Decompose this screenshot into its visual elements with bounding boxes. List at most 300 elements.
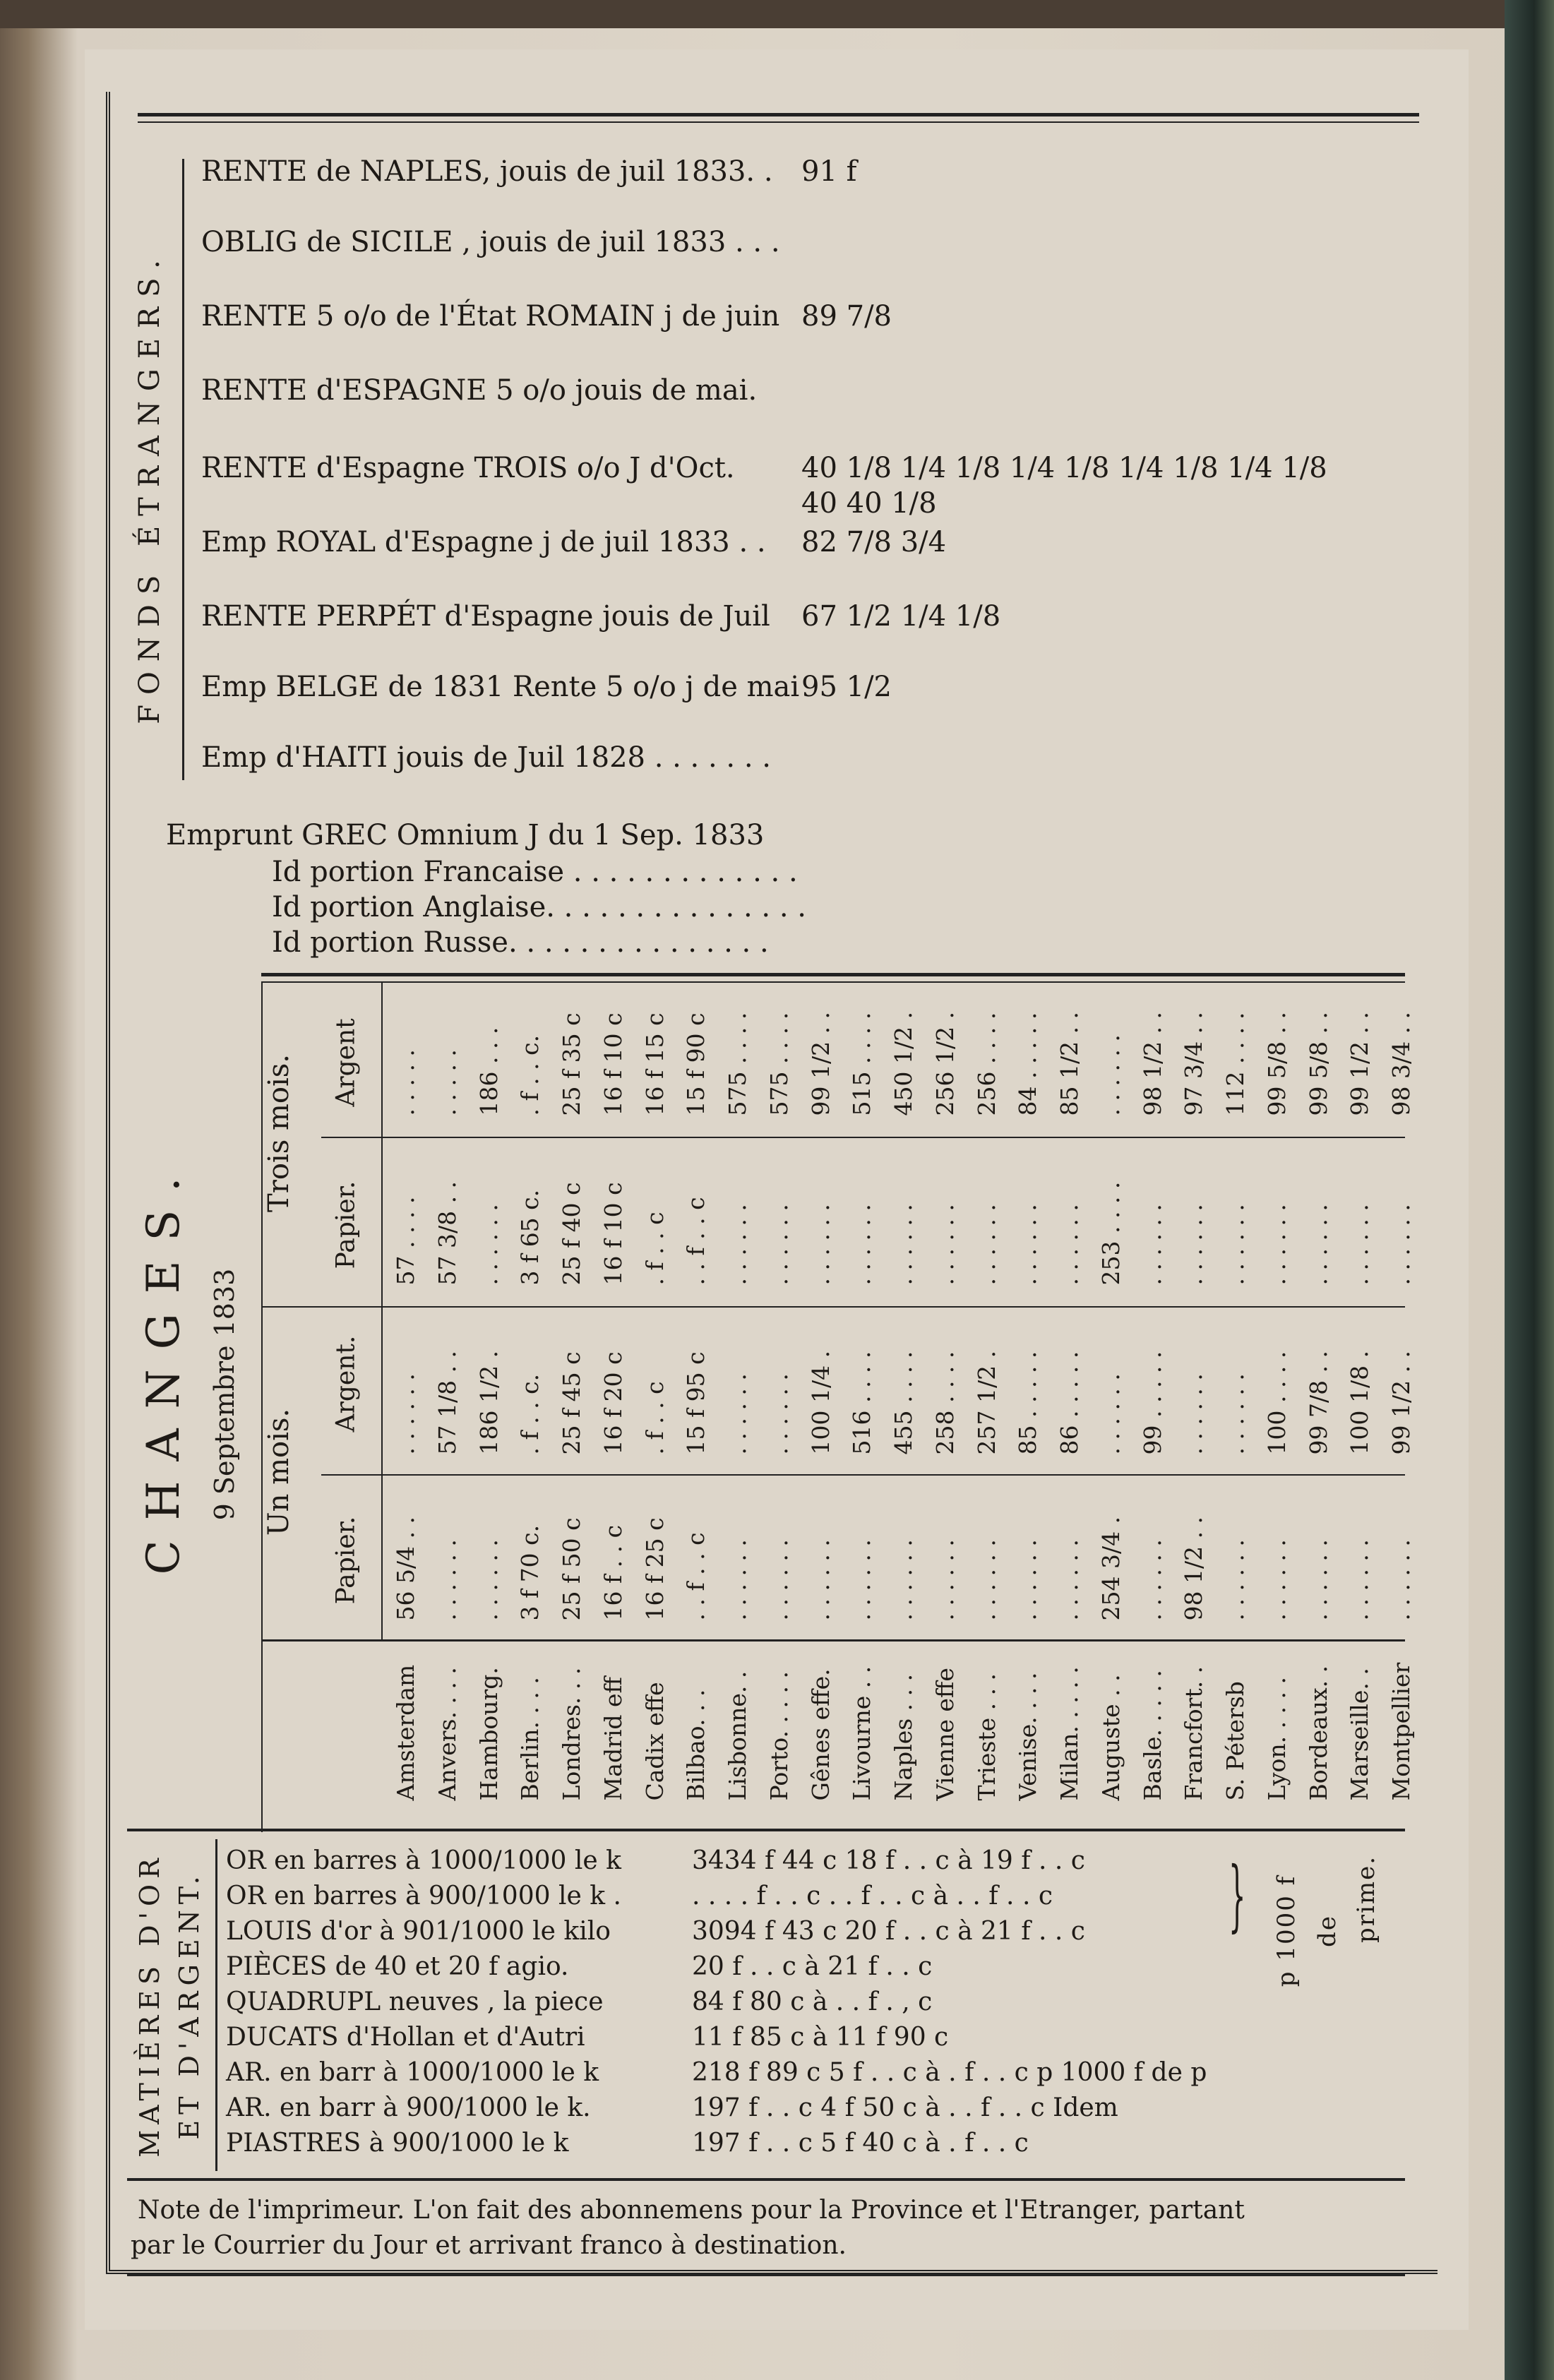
rate-cell bbox=[1284, 1479, 1332, 1634]
rate-cell bbox=[827, 985, 876, 1130]
rate-value: 25 f 35 c bbox=[558, 1012, 585, 1116]
rate-value: . . . . . . bbox=[1262, 1539, 1291, 1621]
rate-cell bbox=[620, 1140, 669, 1299]
place-name-cell bbox=[868, 1645, 917, 1814]
place-name: Marseille. . bbox=[1346, 1668, 1374, 1801]
place-name-cell bbox=[412, 1645, 461, 1814]
rate-value: . . . . . . bbox=[1138, 1204, 1166, 1286]
rate-cell bbox=[454, 985, 503, 1130]
place-name: Milan. . . . . bbox=[1056, 1666, 1083, 1801]
rate-cell bbox=[1118, 1140, 1166, 1299]
rate-value: 98 3/4 . . bbox=[1387, 1011, 1415, 1116]
place-name: Londres. . . bbox=[558, 1667, 585, 1801]
rate-value: 98 1/2 . . bbox=[1180, 1516, 1208, 1621]
place-name-cell bbox=[1284, 1645, 1332, 1814]
rate-value: 99 5/8 . . bbox=[1262, 1011, 1291, 1116]
rate-value: 16 f 10 c bbox=[599, 1012, 627, 1116]
rate-cell bbox=[868, 1479, 917, 1634]
rate-value: . . . . . . bbox=[931, 1204, 959, 1286]
rate-cell bbox=[827, 1313, 876, 1469]
rate-cell bbox=[371, 985, 419, 1130]
note-top-rule bbox=[127, 2178, 1405, 2181]
rate-cell bbox=[412, 1313, 461, 1469]
rate-value: 186 . . . bbox=[474, 1027, 503, 1116]
rate-cell bbox=[371, 1313, 419, 1469]
rate-cell bbox=[620, 1479, 669, 1634]
fonds-row-value: 91 f bbox=[801, 155, 857, 188]
place-name: Bordeaux. . bbox=[1304, 1665, 1332, 1801]
rate-value: . . . . . . bbox=[433, 1539, 461, 1621]
rate-cell bbox=[454, 1479, 503, 1634]
rate-cell bbox=[1034, 1479, 1083, 1634]
rate-value: 258 . . . . bbox=[931, 1351, 959, 1455]
place-name-cell bbox=[993, 1645, 1042, 1814]
rate-value: 99 1/2 . . bbox=[1387, 1350, 1415, 1455]
rate-value: . . . . . . bbox=[765, 1373, 793, 1455]
rate-value: 575 . . . . bbox=[724, 1012, 751, 1116]
fonds-row-label: Emp BELGE de 1831 Rente 5 o/o j de mai bbox=[201, 671, 800, 703]
fonds-row-label: RENTE d'ESPAGNE 5 o/o jouis de mai. bbox=[201, 374, 758, 407]
rate-cell bbox=[1159, 1313, 1208, 1469]
book-spine bbox=[1505, 0, 1554, 2380]
rate-cell bbox=[1118, 985, 1166, 1130]
rate-cell bbox=[703, 1140, 751, 1299]
fonds-row bbox=[201, 671, 892, 703]
matieres-left-rule bbox=[215, 1839, 217, 2171]
fonds-left-rule bbox=[182, 159, 184, 780]
rate-cell bbox=[786, 985, 835, 1130]
rate-cell bbox=[1200, 985, 1249, 1130]
matieres-row-value: 3434 f 44 c 18 f . . c à 19 f . . c bbox=[692, 1846, 1085, 1875]
rate-value: 15 f 90 c bbox=[682, 1012, 710, 1116]
note-line-1: Note de l'imprimeur. L'on fait des abonnemens pour la Province et l'Etranger, partant bbox=[138, 2196, 1245, 2225]
matieres-row-label: LOUIS d'or à 901/1000 le kilo bbox=[226, 1917, 611, 1946]
changes-mid-rule bbox=[261, 1306, 1405, 1308]
matieres-row-label: OR en barres à 1000/1000 le k bbox=[226, 1846, 621, 1875]
rate-value: . . . . . . bbox=[806, 1204, 835, 1286]
rate-value: 516 . . . . bbox=[848, 1351, 876, 1455]
rate-cell bbox=[910, 1479, 959, 1634]
rate-value: 15 f 95 c bbox=[682, 1351, 710, 1455]
place-name: Lisbonne. . bbox=[724, 1670, 751, 1801]
prime-label-3: prime. bbox=[1352, 1855, 1380, 1944]
rate-cell bbox=[1284, 1140, 1332, 1299]
fonds-row-label: OBLIG de SICILE , jouis de juil 1833 . . . bbox=[201, 226, 780, 258]
matieres-title-2: ET D'ARGENT. bbox=[174, 1870, 205, 2140]
rate-value: . . . . . . bbox=[724, 1539, 751, 1621]
argent-3m-label: Argent bbox=[331, 1018, 361, 1107]
rate-cell bbox=[1325, 1479, 1374, 1634]
place-name-cell bbox=[786, 1645, 835, 1814]
fonds-row-label: Emp ROYAL d'Espagne j de juil 1833 . . bbox=[201, 526, 766, 558]
fonds-row bbox=[201, 300, 892, 333]
rate-cell bbox=[495, 1479, 544, 1634]
place-name: S. Pétersb bbox=[1221, 1681, 1249, 1801]
place-name-cell bbox=[827, 1645, 876, 1814]
rate-value: 253 . . . . bbox=[1096, 1181, 1125, 1286]
place-name: Auguste . . bbox=[1096, 1674, 1125, 1801]
rate-cell bbox=[1366, 1313, 1415, 1469]
rate-value: 99 . . . . . bbox=[1138, 1351, 1166, 1455]
rate-value: 100 1/4 . bbox=[806, 1350, 835, 1455]
rate-cell bbox=[495, 1313, 544, 1469]
place-name: Trieste . . . bbox=[972, 1673, 1000, 1801]
rate-value: . . . . . . bbox=[848, 1204, 876, 1286]
matieres-title-1: MATIÈRES D'OR bbox=[134, 1853, 165, 2158]
rate-cell bbox=[952, 1479, 1000, 1634]
rate-value: . . . . . bbox=[392, 1049, 419, 1116]
matieres-row bbox=[226, 1882, 1053, 1910]
fonds-row-label: Emp d'HAITI jouis de Juil 1828 . . . . . . . bbox=[201, 741, 771, 774]
fonds-row bbox=[201, 226, 780, 258]
rate-cell bbox=[537, 985, 585, 1130]
matieres-row-value: 3094 f 43 c 20 f . . c à 21 f . . c bbox=[692, 1917, 1085, 1946]
rate-cell bbox=[827, 1140, 876, 1299]
rate-cell bbox=[993, 1140, 1042, 1299]
rate-value: . . . . . . bbox=[1180, 1373, 1208, 1455]
rate-value: 186 1/2 . bbox=[474, 1350, 503, 1455]
matieres-row-value: 218 f 89 c 5 f . . c à . f . . c p 1000 f de p bbox=[692, 2058, 1207, 2087]
matieres-row-value: 197 f . . c 5 f 40 c à . f . . c bbox=[692, 2129, 1029, 2158]
rate-value: 56 5/4 . . bbox=[392, 1516, 419, 1621]
rate-cell bbox=[952, 1140, 1000, 1299]
rate-cell bbox=[1242, 1479, 1291, 1634]
rate-value: 16 f 20 c bbox=[599, 1351, 627, 1455]
fonds-row-value: 82 7/8 3/4 bbox=[801, 526, 947, 558]
rate-cell bbox=[786, 1479, 835, 1634]
rate-cell bbox=[578, 985, 627, 1130]
rate-value: 57 . . . . bbox=[392, 1196, 419, 1286]
rate-value: . . . . . . bbox=[1346, 1539, 1374, 1621]
rate-value: 450 1/2 . bbox=[890, 1011, 917, 1116]
rate-cell bbox=[1200, 1140, 1249, 1299]
rate-value: 84 . . . . . bbox=[1014, 1012, 1042, 1116]
rate-value: 455 . . . . bbox=[890, 1351, 917, 1455]
matieres-row bbox=[226, 1846, 1085, 1875]
rate-value: 112 . . . . bbox=[1221, 1012, 1249, 1116]
rate-cell bbox=[1159, 1479, 1208, 1634]
un-mois-label: Un mois. bbox=[263, 1408, 295, 1536]
fonds-row-label: RENTE d'Espagne TROIS o/o J d'Oct. bbox=[201, 452, 735, 484]
rate-value: . . . . . . bbox=[1221, 1204, 1249, 1286]
rate-value: 57 1/8 . . bbox=[433, 1350, 461, 1455]
fonds-row-value: 95 1/2 bbox=[801, 671, 892, 703]
rate-value: . . . . . . bbox=[806, 1539, 835, 1621]
changes-date: 9 Septembre 1833 bbox=[209, 1268, 240, 1521]
bottom-rule bbox=[127, 2273, 1405, 2276]
fonds-row bbox=[201, 526, 947, 558]
rate-value: . . . . . . bbox=[1014, 1539, 1042, 1621]
rate-cell bbox=[1076, 1313, 1125, 1469]
matieres-row bbox=[226, 2093, 1118, 2122]
rate-cell bbox=[661, 1140, 710, 1299]
rate-cell bbox=[620, 1313, 669, 1469]
rate-cell bbox=[454, 1140, 503, 1299]
rate-value: 16 f . . c bbox=[599, 1524, 627, 1621]
place-name: Livourne . . bbox=[848, 1666, 876, 1801]
trois-mois-label: Trois mois. bbox=[263, 1054, 295, 1212]
rate-cell bbox=[661, 985, 710, 1130]
rate-value: . . . . . . bbox=[972, 1539, 1000, 1621]
top-rule bbox=[138, 113, 1419, 116]
matieres-row-label: PIÈCES de 40 et 20 f agio. bbox=[226, 1952, 569, 1981]
papier-1m-label: Papier. bbox=[331, 1516, 361, 1605]
rate-cell bbox=[910, 985, 959, 1130]
rate-value: . . . . . . bbox=[1138, 1539, 1166, 1621]
rate-cell bbox=[703, 1313, 751, 1469]
rate-cell bbox=[1159, 1140, 1208, 1299]
matieres-row-label: OR en barres à 900/1000 le k . bbox=[226, 1882, 621, 1910]
fonds-row-label: RENTE PERPÉT d'Espagne jouis de Juil bbox=[201, 600, 770, 633]
prime-label-2: de bbox=[1313, 1915, 1341, 1947]
rate-cell bbox=[744, 1313, 793, 1469]
matieres-row-value: . . . . f . . c . . f . . c à . . f . . c bbox=[692, 1882, 1053, 1910]
fonds-row bbox=[201, 374, 757, 407]
rate-value: . . . . . . bbox=[1014, 1204, 1042, 1286]
place-name-cell bbox=[495, 1645, 544, 1814]
rate-cell bbox=[371, 1140, 419, 1299]
place-name-cell bbox=[910, 1645, 959, 1814]
trois-mois-sub-rule bbox=[321, 1137, 1405, 1138]
rate-cell bbox=[1242, 1140, 1291, 1299]
grec-line-4: Id portion Russe. . . . . . . . . . . . . . . bbox=[272, 926, 769, 959]
rate-value: . . . . . . bbox=[1056, 1539, 1083, 1621]
rate-value: . . . . . bbox=[433, 1049, 461, 1116]
changes-places-rule bbox=[261, 1639, 1405, 1642]
rate-cell bbox=[993, 985, 1042, 1130]
rate-cell bbox=[1076, 1140, 1125, 1299]
rate-value: . . . . . . bbox=[1387, 1539, 1415, 1621]
rate-cell bbox=[1325, 1313, 1374, 1469]
rate-cell bbox=[537, 1140, 585, 1299]
matieres-row bbox=[226, 2023, 949, 2052]
rate-value: 99 5/8 . . bbox=[1304, 1011, 1332, 1116]
un-mois-sub-rule bbox=[321, 1474, 1405, 1476]
rate-cell bbox=[744, 1479, 793, 1634]
matieres-row bbox=[226, 1952, 933, 1981]
matieres-top-rule bbox=[127, 1829, 1405, 1831]
place-name: Anvers. . . . bbox=[433, 1667, 461, 1801]
rate-cell bbox=[1325, 1140, 1374, 1299]
rate-cell bbox=[412, 1479, 461, 1634]
rate-value: . . . . . . bbox=[1262, 1204, 1291, 1286]
rate-value: . . . . . . bbox=[1180, 1204, 1208, 1286]
rate-value: . . . . . . bbox=[765, 1204, 793, 1286]
rate-value: . f . . c bbox=[640, 1212, 669, 1286]
rate-value: . . . . . . bbox=[1096, 1034, 1125, 1116]
place-name-cell bbox=[454, 1645, 503, 1814]
rate-cell bbox=[1284, 985, 1332, 1130]
rate-cell bbox=[1242, 985, 1291, 1130]
fonds-title: FONDS ÉTRANGERS. bbox=[133, 250, 166, 724]
fonds-row bbox=[201, 452, 1327, 484]
rate-cell bbox=[1034, 1140, 1083, 1299]
rate-cell bbox=[1242, 1313, 1291, 1469]
matieres-brace: } bbox=[1229, 1850, 1246, 1940]
rate-cell bbox=[620, 985, 669, 1130]
rate-value: 25 f 45 c bbox=[558, 1351, 585, 1455]
place-name-cell bbox=[1076, 1645, 1125, 1814]
place-name: Madrid eff bbox=[599, 1676, 627, 1801]
rate-value: 25 f 40 c bbox=[558, 1182, 585, 1286]
matieres-row bbox=[226, 1987, 933, 2016]
fonds-row-label: RENTE 5 o/o de l'État ROMAIN j de juin bbox=[201, 300, 780, 333]
rate-value: . . . . . . bbox=[392, 1373, 419, 1455]
rate-cell bbox=[744, 985, 793, 1130]
top-rule-thin bbox=[138, 121, 1419, 123]
fonds-row-value: 89 7/8 bbox=[801, 300, 892, 333]
rate-value: 256 1/2 . bbox=[931, 1011, 959, 1116]
rate-value: . . . . . . bbox=[474, 1539, 503, 1621]
fonds-row-value: 40 1/8 1/4 1/8 1/4 1/8 1/4 1/8 1/4 1/8 bbox=[801, 452, 1327, 484]
rate-value: . . . . . . bbox=[1387, 1204, 1415, 1286]
place-name: Naples . . . bbox=[890, 1673, 917, 1801]
matieres-row bbox=[226, 1917, 1085, 1946]
rate-value: 100 . . . . bbox=[1262, 1351, 1291, 1455]
rate-cell bbox=[993, 1313, 1042, 1469]
fonds-row-value: 40 40 1/8 bbox=[801, 487, 937, 520]
fonds-row bbox=[201, 600, 1001, 633]
rate-cell bbox=[661, 1479, 710, 1634]
rate-value: 3 f 70 c. bbox=[516, 1524, 544, 1621]
rate-value: 99 1/2 . . bbox=[806, 1011, 835, 1116]
rate-cell bbox=[661, 1313, 710, 1469]
rate-value: . f . . c. bbox=[516, 1373, 544, 1455]
rate-value: . . . . . . bbox=[765, 1539, 793, 1621]
rate-value: . . . . . . bbox=[1096, 1373, 1125, 1455]
rate-value: . . . . . . bbox=[1304, 1539, 1332, 1621]
matieres-row-label: AR. en barr à 1000/1000 le k bbox=[226, 2058, 599, 2087]
rate-cell bbox=[578, 1479, 627, 1634]
rate-cell bbox=[578, 1140, 627, 1299]
rate-cell bbox=[537, 1313, 585, 1469]
place-name-cell bbox=[703, 1645, 751, 1814]
place-name: Amsterdam bbox=[392, 1664, 419, 1801]
rate-value: 3 f 65 c. bbox=[516, 1189, 544, 1286]
rate-cell bbox=[1118, 1313, 1166, 1469]
rate-value: 99 7/8 . . bbox=[1304, 1350, 1332, 1455]
rate-value: 86 . . . . . bbox=[1056, 1351, 1083, 1455]
rate-value: 98 1/2 . . bbox=[1138, 1011, 1166, 1116]
rate-cell bbox=[1118, 1479, 1166, 1634]
place-name: Berlin. . . . bbox=[516, 1677, 544, 1801]
matieres-row bbox=[226, 2058, 1207, 2087]
rate-cell bbox=[537, 1479, 585, 1634]
rate-value: 256 . . . . bbox=[972, 1012, 1000, 1116]
rate-value: . . . . . . bbox=[1304, 1204, 1332, 1286]
place-name-cell bbox=[1034, 1645, 1083, 1814]
rate-cell bbox=[371, 1479, 419, 1634]
place-name-cell bbox=[1325, 1645, 1374, 1814]
matieres-row-value: 20 f . . c à 21 f . . c bbox=[692, 1952, 933, 1981]
changes-title: CHANGES. bbox=[138, 1157, 190, 1575]
place-name-cell bbox=[1200, 1645, 1249, 1814]
rate-value: . . . . . . bbox=[1346, 1204, 1374, 1286]
rate-value: . . . . . . bbox=[1221, 1539, 1249, 1621]
matieres-row-value: 197 f . . c 4 f 50 c à . . f . . c Idem bbox=[692, 2093, 1118, 2122]
papier-3m-label: Papier. bbox=[331, 1180, 361, 1269]
place-name: Hambourg. bbox=[474, 1667, 503, 1801]
matieres-row-label: DUCATS d'Hollan et d'Autri bbox=[226, 2023, 585, 2052]
rate-value: 257 1/2 . bbox=[972, 1350, 1000, 1455]
rate-value: . . . . . . bbox=[1056, 1204, 1083, 1286]
rate-cell bbox=[412, 985, 461, 1130]
rate-value: . . . . . . bbox=[724, 1204, 751, 1286]
changes-top-rule-thin bbox=[261, 981, 1405, 983]
grec-line-3: Id portion Anglaise. . . . . . . . . . . . . . . bbox=[272, 891, 806, 923]
fonds-row-value: 67 1/2 1/4 1/8 bbox=[801, 600, 1001, 633]
rate-cell bbox=[1076, 1479, 1125, 1634]
rate-cell bbox=[703, 1479, 751, 1634]
rate-cell bbox=[786, 1140, 835, 1299]
rate-cell bbox=[868, 1313, 917, 1469]
note-line-2: par le Courrier du Jour et arrivant franco à destination. bbox=[131, 2231, 847, 2260]
place-name: Lyon. . . . . bbox=[1262, 1676, 1291, 1801]
rate-value: . f . . c bbox=[640, 1381, 669, 1455]
rate-cell bbox=[744, 1140, 793, 1299]
matieres-row-label: PIASTRES à 900/1000 le k bbox=[226, 2129, 569, 2158]
place-name: Venise. . . . bbox=[1014, 1672, 1042, 1801]
rate-cell bbox=[703, 985, 751, 1130]
rate-cell bbox=[495, 1140, 544, 1299]
rate-cell bbox=[1034, 985, 1083, 1130]
rate-cell bbox=[1159, 985, 1208, 1130]
place-name-cell bbox=[661, 1645, 710, 1814]
rate-value: 85 1/2 . . bbox=[1056, 1011, 1083, 1116]
rate-cell bbox=[993, 1479, 1042, 1634]
rate-cell bbox=[1284, 1313, 1332, 1469]
rate-value: . . . . . . bbox=[1221, 1373, 1249, 1455]
rate-cell bbox=[1366, 985, 1415, 1130]
rate-cell bbox=[1200, 1313, 1249, 1469]
rate-cell bbox=[827, 1479, 876, 1634]
rate-cell bbox=[412, 1140, 461, 1299]
rate-cell bbox=[1076, 985, 1125, 1130]
rate-cell bbox=[1034, 1313, 1083, 1469]
place-name-cell bbox=[1118, 1645, 1166, 1814]
rate-value: . f . . c. bbox=[516, 1034, 544, 1116]
argent-1m-label: Argent. bbox=[331, 1335, 361, 1433]
rate-value: 515 . . . . bbox=[848, 1012, 876, 1116]
rate-value: 100 1/8 . bbox=[1346, 1350, 1374, 1455]
rate-value: . . . . . . bbox=[890, 1204, 917, 1286]
rate-cell bbox=[495, 985, 544, 1130]
place-name: Cadix effe bbox=[640, 1682, 669, 1801]
rate-value: 25 f 50 c bbox=[558, 1517, 585, 1621]
rate-cell bbox=[1325, 985, 1374, 1130]
rate-cell bbox=[578, 1313, 627, 1469]
rate-value: . . . . . . bbox=[972, 1204, 1000, 1286]
rate-cell bbox=[868, 985, 917, 1130]
rate-value: 99 1/2 . . bbox=[1346, 1011, 1374, 1116]
place-name: Porto. . . . . bbox=[765, 1671, 793, 1801]
rate-value: 254 3/4 . bbox=[1096, 1516, 1125, 1621]
place-name-cell bbox=[620, 1645, 669, 1814]
rate-value: 16 f 10 c bbox=[599, 1182, 627, 1286]
rate-value: . . f . . c bbox=[682, 1197, 710, 1286]
changes-top-rule bbox=[261, 973, 1405, 976]
rate-value: 57 3/8 . . bbox=[433, 1180, 461, 1286]
place-name: Vienne effe bbox=[931, 1668, 959, 1801]
fonds-row bbox=[201, 741, 771, 774]
rate-cell bbox=[1366, 1140, 1415, 1299]
rate-value: . . f . . c bbox=[682, 1532, 710, 1621]
place-name: Bilbao. . . bbox=[682, 1689, 710, 1801]
rate-cell bbox=[910, 1313, 959, 1469]
matieres-row-label: AR. en barr à 900/1000 le k. bbox=[226, 2093, 591, 2122]
fonds-row bbox=[201, 155, 857, 188]
rate-cell bbox=[1200, 1479, 1249, 1634]
